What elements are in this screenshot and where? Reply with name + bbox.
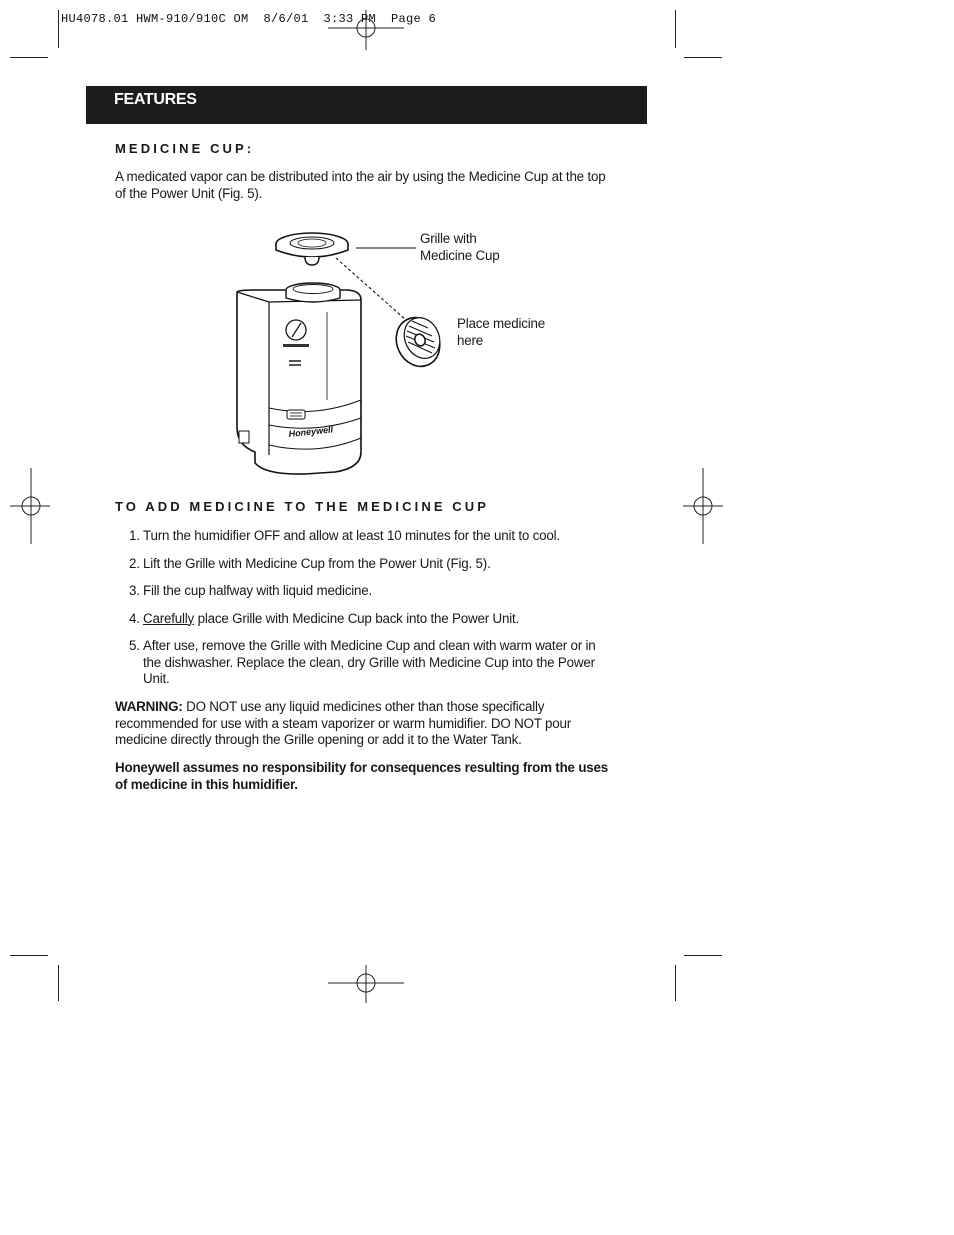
printer-slug-line: HU4078.01 HWM-910/910C OM 8/6/01 3:33 PM Page 6 bbox=[61, 12, 437, 26]
step-number: 1. bbox=[129, 528, 140, 543]
step-item bbox=[115, 583, 615, 600]
callout-place-line-2: here bbox=[457, 332, 484, 348]
add-medicine-steps bbox=[115, 528, 615, 699]
step-item bbox=[115, 556, 615, 573]
step-number: 3. bbox=[129, 583, 140, 598]
warning-label: WARNING: bbox=[115, 699, 183, 714]
registration-mark-left bbox=[10, 468, 52, 546]
warning-paragraph bbox=[115, 699, 605, 749]
step-text: After use, remove the Grille with Medicine Cup and clean with warm water or in the dishwasher. Replace the clean, dry Grille with Medicine Cup into the Power Unit. bbox=[143, 638, 596, 686]
step-emphasis: Carefully bbox=[143, 610, 195, 626]
brand-label: Honeywell bbox=[288, 424, 334, 439]
step-item bbox=[115, 528, 615, 545]
step-item bbox=[115, 611, 615, 628]
disclaimer-paragraph: Honeywell assumes no responsibility for consequences resulting from the uses of medicine in this humidifier. bbox=[115, 760, 609, 792]
callout-place-line-1: Place medicine bbox=[457, 316, 546, 331]
registration-mark-bottom bbox=[328, 965, 406, 1005]
step-number: 5. bbox=[129, 638, 140, 653]
step-text: Lift the Grille with Medicine Cup from the Power Unit (Fig. 5). bbox=[143, 555, 491, 571]
section-title: FEATURES bbox=[114, 91, 197, 108]
figure-leader-lines bbox=[330, 240, 425, 330]
step-number: 2. bbox=[129, 555, 140, 571]
medicine-cup-heading: MEDICINE CUP: bbox=[115, 141, 255, 156]
warning-text: DO NOT use any liquid medicines other than those specifically recommended for use with a steam vaporizer or warm humidifier. DO NOT pour medicine directly through the Grille opening or add it to the Water Tank. bbox=[115, 699, 572, 747]
step-text: Turn the humidifier OFF and allow at least 10 minutes for the unit to cool. bbox=[143, 528, 560, 543]
callout-grille-with-medicine-cup bbox=[420, 231, 499, 264]
callout-place-medicine-here bbox=[457, 316, 545, 349]
medicine-cup-intro: A medicated vapor can be distributed into the air by using the Medicine Cup at the top of the Power Unit (Fig. 5). bbox=[115, 169, 606, 201]
callout-grille-line-2: Medicine Cup bbox=[420, 247, 500, 263]
registration-mark-top bbox=[328, 10, 406, 54]
add-medicine-heading: TO ADD MEDICINE TO THE MEDICINE CUP bbox=[115, 499, 490, 514]
registration-mark-right bbox=[683, 468, 725, 546]
section-header-bar bbox=[86, 86, 647, 124]
callout-grille-line-1: Grille with bbox=[420, 231, 477, 246]
step-text: place Grille with Medicine Cup back into the Power Unit. bbox=[194, 610, 520, 626]
step-number: 4. bbox=[129, 610, 140, 626]
step-item bbox=[115, 638, 615, 688]
step-text: Fill the cup halfway with liquid medicine. bbox=[143, 583, 373, 598]
